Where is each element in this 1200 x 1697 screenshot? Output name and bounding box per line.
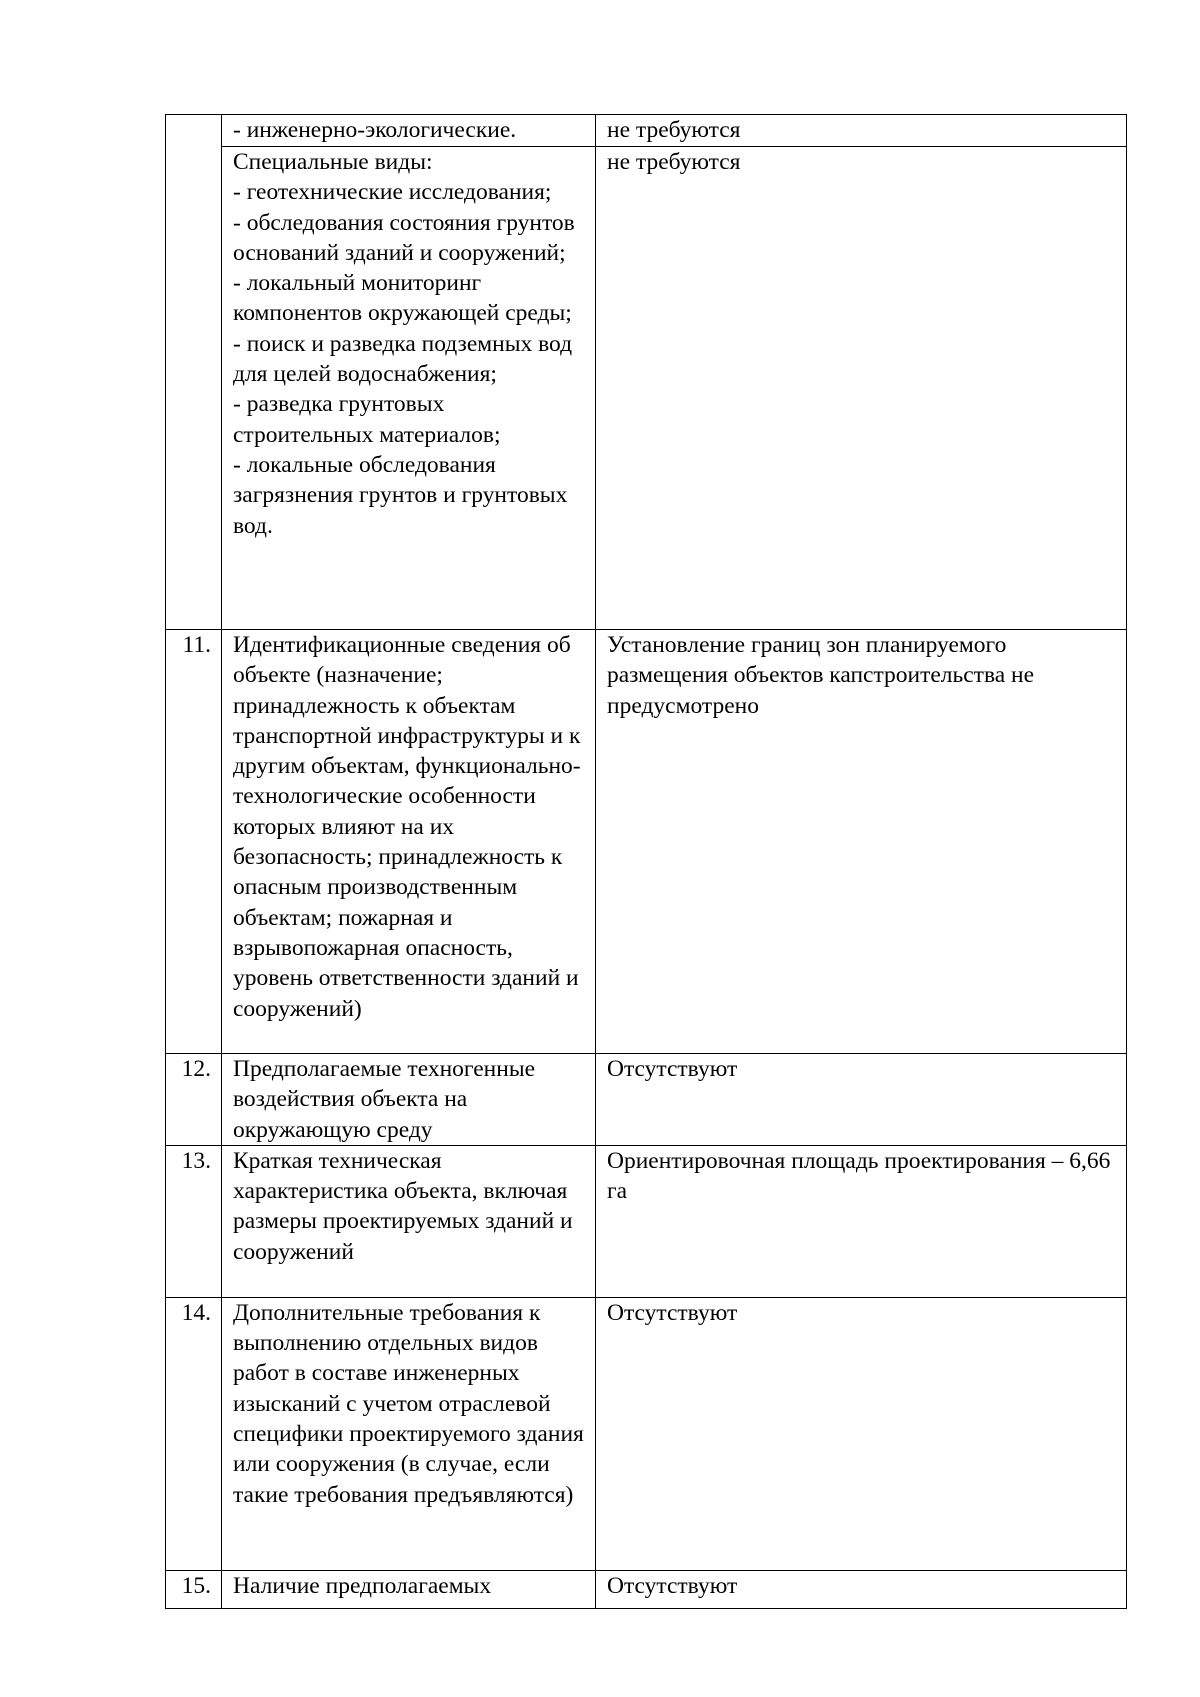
- table-row: [166, 147, 1127, 630]
- table-row: [166, 1054, 1127, 1146]
- requirement-value-cell: Отсутствуют: [596, 1054, 1127, 1146]
- requirement-name-cell: Предполагаемые техногенные воздействия объекта на окружающую среду: [222, 1054, 596, 1146]
- table-row: [166, 630, 1127, 1054]
- requirement-name-cell: Дополнительные требования к выполнению отдельных видов работ в составе инженерных изысканий с учетом отраслевой специфики проектируемого здания или сооружения (в случае, если такие требования предъявляются): [222, 1297, 596, 1570]
- table-row: [166, 1570, 1127, 1608]
- requirements-table: [165, 114, 1127, 1609]
- row-number-cell: 13.: [166, 1145, 222, 1297]
- requirement-value-cell: Отсутствуют: [596, 1297, 1127, 1570]
- row-number-cell: [166, 115, 222, 630]
- row-number-cell: 12.: [166, 1054, 222, 1146]
- requirement-name-cell: - инженерно-экологические.: [222, 115, 596, 147]
- table-row: [166, 1297, 1127, 1570]
- table-row: [166, 1145, 1127, 1297]
- row-number-cell: 11.: [166, 630, 222, 1054]
- requirement-value-cell: Ориентировочная площадь проектирования – 6,66 га: [596, 1145, 1127, 1297]
- requirement-name-cell: Специальные виды: - геотехнические исследования; - обследования состояния грунтов оснований зданий и сооружений; - локальный мониторинг компонентов окружающей среды; - поиск и разведка подземных вод для целей водоснабжения; - разведка грунтовых строительных материалов; - локальные обследования загрязнения грунтов и грунтовых вод.: [222, 147, 596, 630]
- row-number-cell: 15.: [166, 1570, 222, 1608]
- requirement-value-cell: не требуются: [596, 147, 1127, 630]
- requirement-name-cell: Идентификационные сведения об объекте (назначение; принадлежность к объектам транспортной инфраструктуры и к другим объектам, функционально-технологические особенности которых влияют на их безопасность; принадлежность к опасным производственным объектам; пожарная и взрывопожарная опасность, уровень ответственности зданий и сооружений): [222, 630, 596, 1054]
- requirement-value-cell: Отсутствуют: [596, 1570, 1127, 1608]
- row-number-cell: 14.: [166, 1297, 222, 1570]
- requirement-value-cell: Установление границ зон планируемого размещения объектов капстроительства не предусмотрено: [596, 630, 1127, 1054]
- table-row: [166, 115, 1127, 147]
- requirement-name-cell: Краткая техническая характеристика объекта, включая размеры проектируемых зданий и сооружений: [222, 1145, 596, 1297]
- requirement-value-cell: не требуются: [596, 115, 1127, 147]
- requirement-name-cell: Наличие предполагаемых: [222, 1570, 596, 1608]
